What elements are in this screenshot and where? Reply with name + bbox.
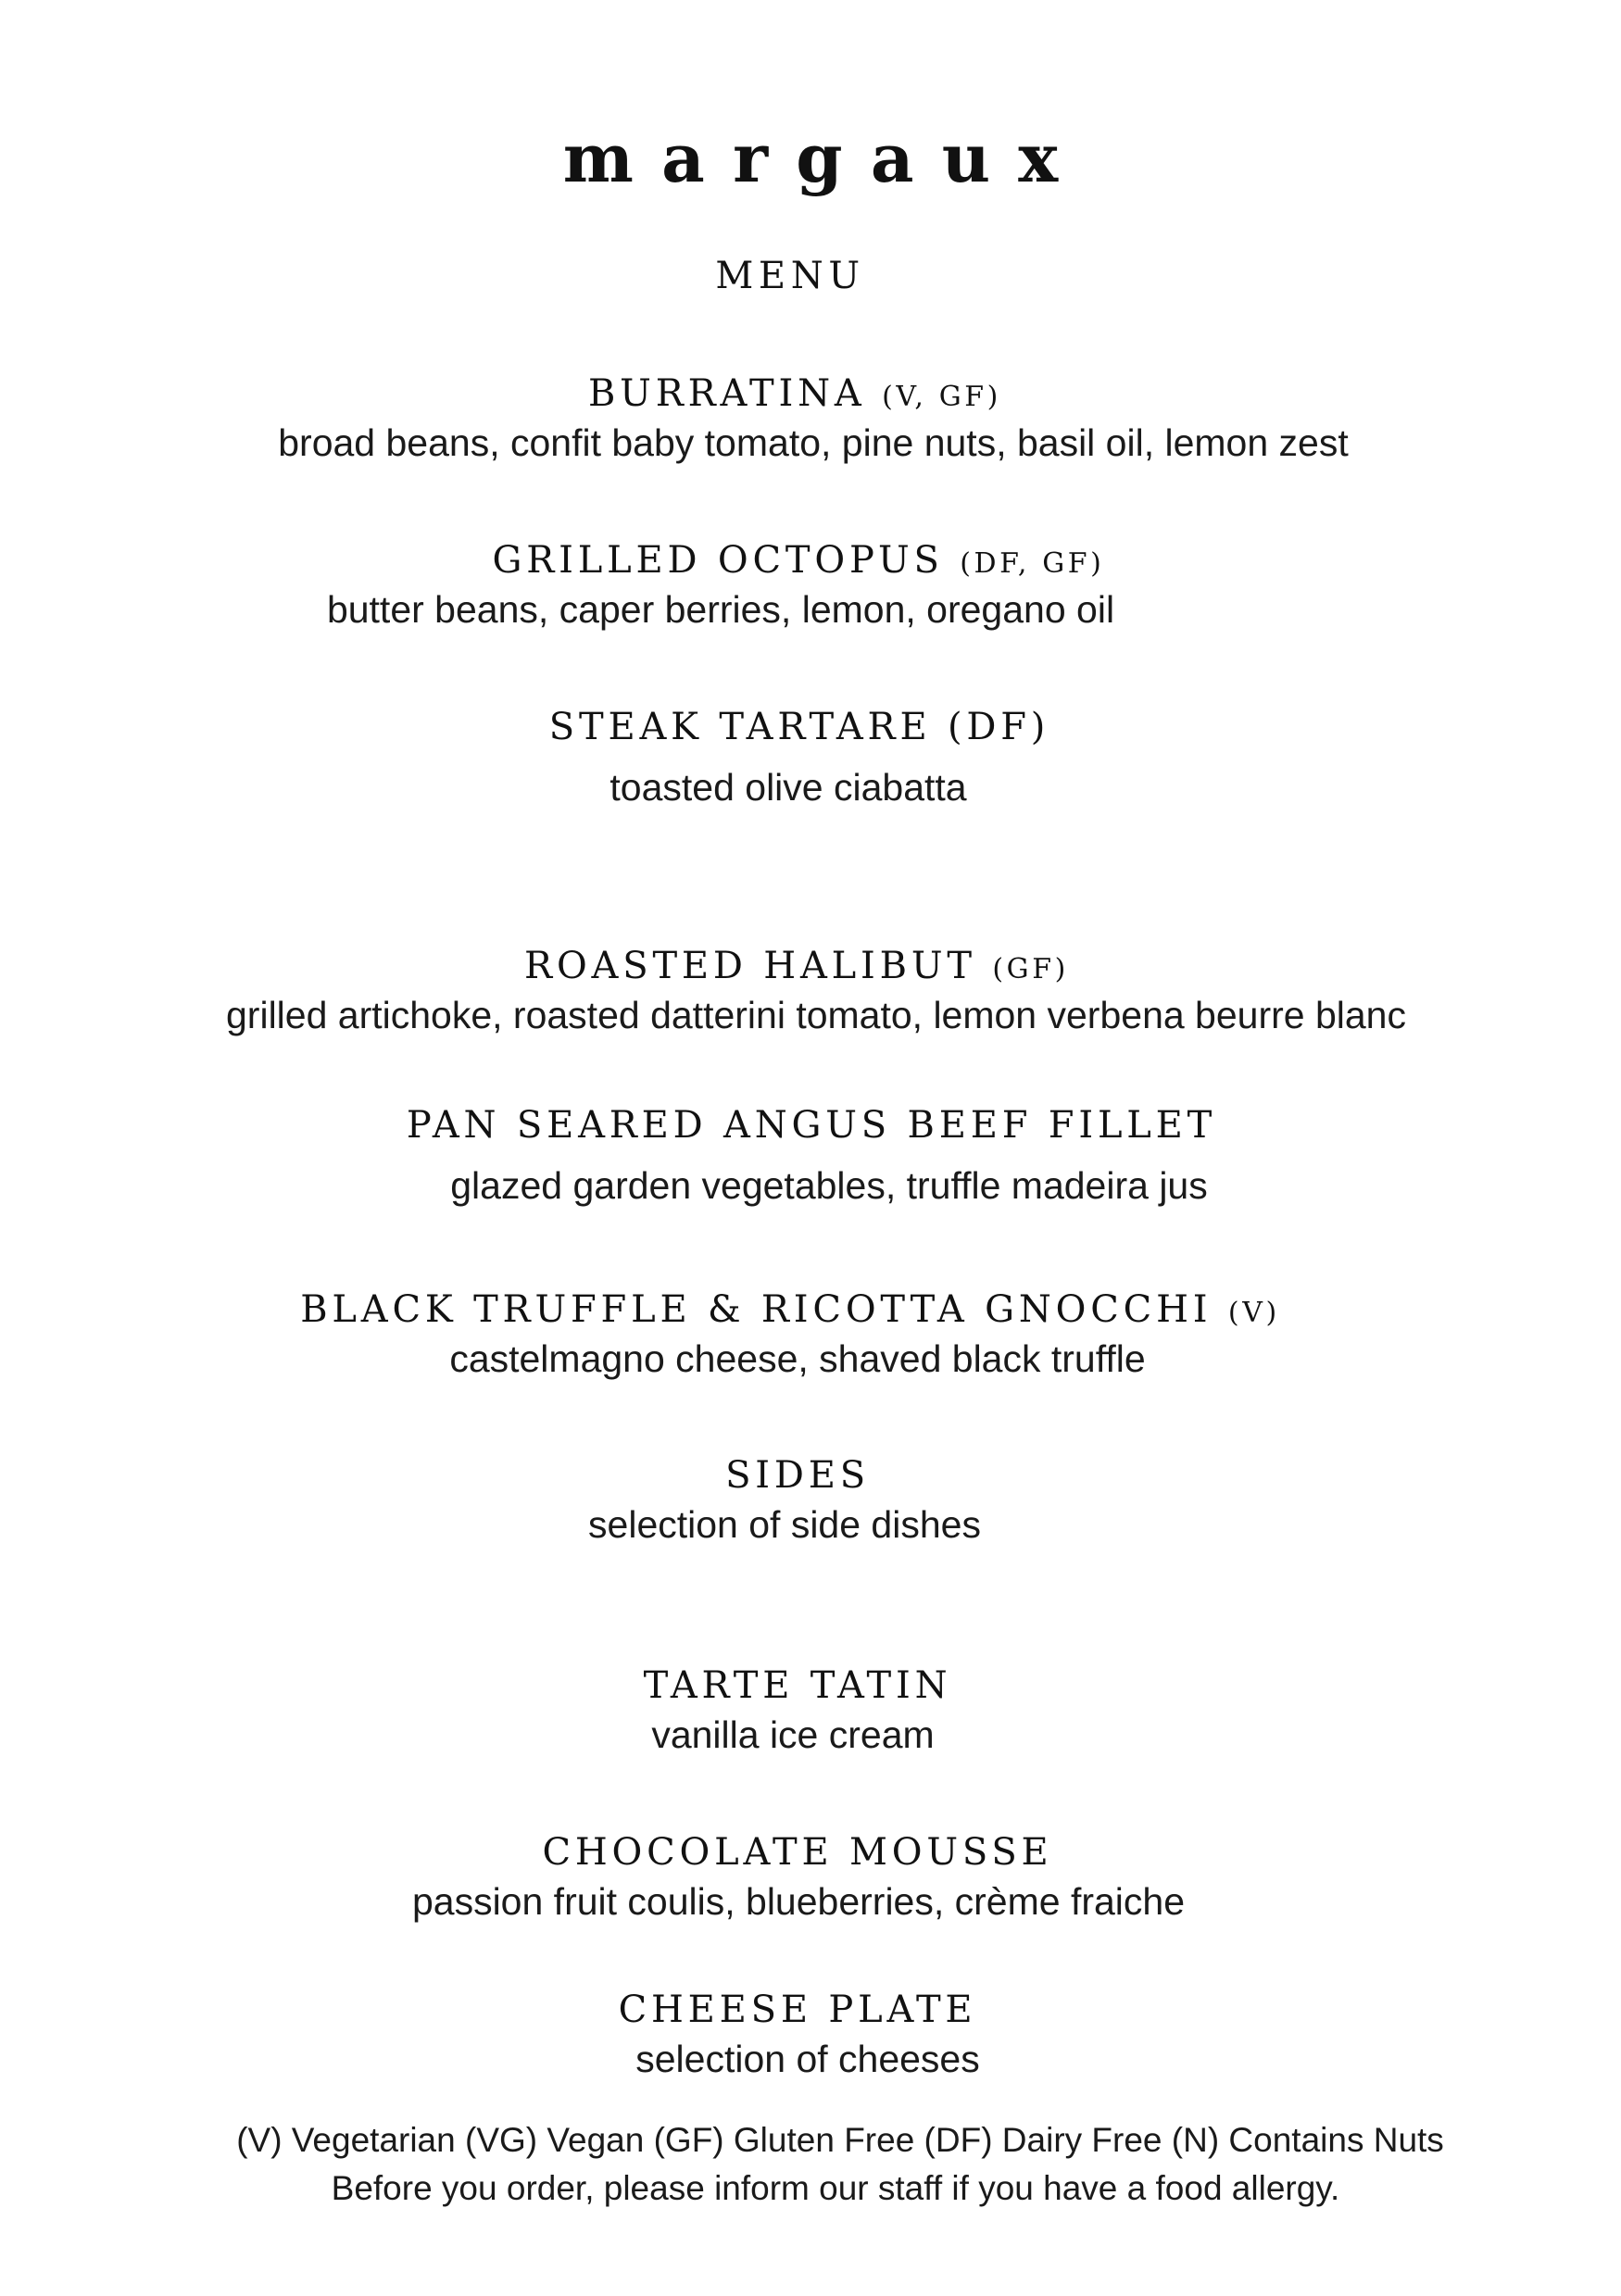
dish-title: BLACK TRUFFLE & RICOTTA GNOCCHI [300, 1288, 1213, 1331]
dish-desc-tarte-tatin [0, 1713, 1586, 1757]
dish-desc-roasted-halibut [0, 994, 1621, 1037]
logo-text: margaux [562, 119, 1087, 197]
dish-name-roasted-halibut [0, 945, 1593, 987]
dish-name-truffle-gnocchi [0, 1288, 1580, 1331]
dietary-legend [0, 2121, 1621, 2160]
dish-name-chocolate-mousse [0, 1831, 1595, 1874]
dish-description: selection of side dishes [588, 1503, 981, 1546]
dietary-tag: (V) [1227, 1297, 1280, 1329]
dish-name-steak-tartare [0, 706, 1599, 748]
dish-title: SIDES [725, 1454, 870, 1497]
dish-description: vanilla ice cream [651, 1713, 935, 1756]
dish-name-cheese-plate [0, 1989, 1595, 2031]
dish-desc-grilled-octopus [0, 588, 1441, 632]
dish-description: glazed garden vegetables, truffle madeira jus [450, 1164, 1208, 1207]
menu-heading [0, 255, 1580, 297]
restaurant-logo [0, 119, 1621, 197]
dish-title: STEAK TARTARE (DF) [548, 706, 1050, 748]
dish-description: passion fruit coulis, blueberries, crème fraiche [411, 1880, 1186, 1923]
dish-desc-steak-tartare [0, 766, 1577, 809]
dish-desc-cheese-plate [0, 2038, 1615, 2081]
dish-description: grilled artichoke, roasted datterini tomato, lemon verbena beurre blanc [226, 994, 1406, 1036]
dish-title: TARTE TATIN [643, 1664, 952, 1707]
dish-desc-angus-beef-fillet [0, 1164, 1621, 1208]
dish-title: CHEESE PLATE [618, 1989, 977, 2031]
dish-title: BURRATINA [587, 372, 866, 415]
dish-desc-burratina [0, 421, 1621, 465]
allergy-notice-text: Before you order, please inform our staff if you have a food allergy. [331, 2169, 1340, 2207]
dish-title: CHOCOLATE MOUSSE [542, 1831, 1053, 1874]
dietary-tag: (V, GF) [882, 381, 1001, 413]
dish-name-tarte-tatin [0, 1664, 1595, 1707]
dietary-tag: (DF, GF) [960, 547, 1105, 580]
dish-desc-chocolate-mousse [0, 1880, 1597, 1924]
dish-title: PAN SEARED ANGUS BEEF FILLET [406, 1104, 1217, 1147]
dietary-tag: (GF) [992, 953, 1069, 985]
dish-title: ROASTED HALIBUT [524, 945, 976, 987]
dish-desc-sides [0, 1503, 1569, 1547]
dish-description: butter beans, caper berries, lemon, oregano oil [326, 588, 1115, 631]
dish-description: toasted olive ciabatta [609, 766, 967, 809]
dish-name-burratina [0, 372, 1590, 415]
dietary-legend-text: (V) Vegetarian (VG) Vegan (GF) Gluten Free (DF) Dairy Free (N) Contains Nuts [236, 2121, 1444, 2159]
dish-title: GRILLED OCTOPUS [492, 539, 944, 582]
menu-heading-text: MENU [715, 255, 865, 297]
dish-name-angus-beef-fillet [0, 1104, 1621, 1147]
dish-description: castelmagno cheese, shaved black truffle [449, 1337, 1146, 1380]
dish-name-sides [0, 1454, 1595, 1497]
allergy-notice [0, 2169, 1621, 2208]
dish-description: selection of cheeses [635, 2038, 980, 2080]
dish-name-grilled-octopus [0, 539, 1597, 582]
dish-description: broad beans, confit baby tomato, pine nuts, basil oil, lemon zest [278, 421, 1349, 464]
dish-desc-truffle-gnocchi [0, 1337, 1595, 1381]
